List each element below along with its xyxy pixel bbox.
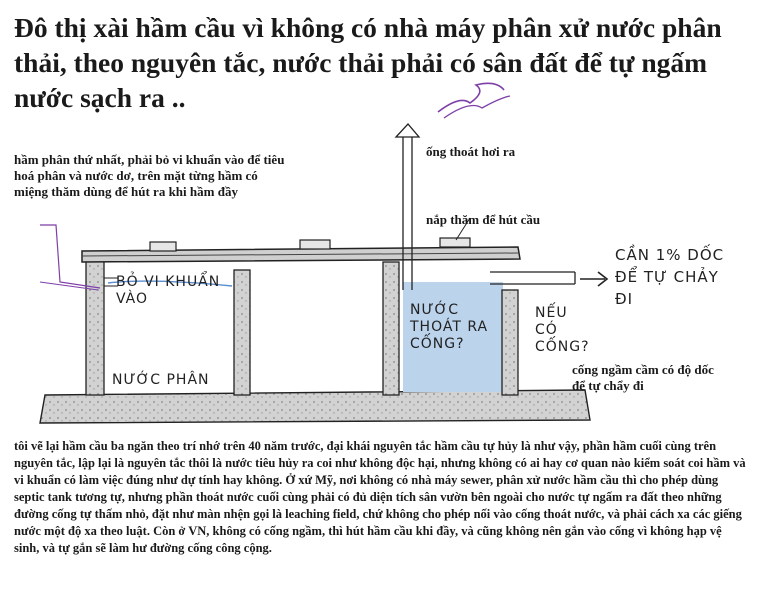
partition-wall-2 [383,262,399,395]
page-title: Đô thị xài hầm cầu vì không có nhà máy phân xử nước phân thải, theo nguyên tắc, nước thải phải có sân đất để tự ngấm nước sạch ra .. [14,12,722,113]
inspection-lid-2 [300,240,330,249]
hand-outflow-water: NƯỚC THOÁT RA CỐNG? [410,302,489,352]
hand-fecal-water: NƯỚC PHÂN [112,372,210,388]
label-vent-pipe: ống thoát hơi ra [426,144,516,159]
partition-wall-1 [234,270,250,395]
outer-wall-right [502,290,518,395]
outer-wall-left [86,258,104,395]
slope-arrow [580,272,607,286]
hand-bacteria: BỎ VI KHUẨN VÀO [116,274,221,307]
hand-if-sewer: NẾU CÓ CỐNG? [535,305,590,355]
label-sewer-slope: cống ngầm cầm có độ dốc để tự chẩy đi [572,362,714,393]
hand-slope-needed: CẦN 1% DỐC ĐỂ TỰ CHẢY ĐI [615,246,725,308]
body-paragraph: tôi vẽ lại hầm cầu ba ngăn theo trí nhớ trên 40 năm trước, đại khái nguyên tắc hầm cầu tự hủy là như vậy, phần hầm cuối cùng trên nguyên tắc, lập lại là nguyên tắc thôi là nước tiêu hủy ra coi như không độc hại, nhưng không có ai hay cơ quan nào kiểm soát coi hầm và vi khuẩn có làm việc đúng như dự tính hay không. Ở xứ Mỹ, nơi không có nhà máy sewer, phân xử nước hầm cầu thì cho phép dùng septic tank tương tự, nhưng phần thoát nước cuối cùng phải có đủ diện tích sân vườn bên ngoài cho nước tự ngấm ra đất theo những đường cống tự thấm nhỏ, đặt như màn nhện gọi là leaching field, chứ không cho phép nối vào cống thoát nước, và phải cách xa các giếng nước một độ xa theo luật. Còn ở VN, không có cống ngầm, thì hút hầm cầu khi đầy, và cũng không nên gắn vào cống vì không hạp vệ sinh, và tự gắn sẽ làm hư đường cống công cộng. [14,439,746,555]
inspection-lid-1 [150,242,176,251]
vent-smoke [438,83,504,112]
inspection-lid-3 [440,238,470,247]
label-inspection-lid: nắp thăm để hút cầu [426,212,541,227]
label-first-chamber: hầm phân thứ nhất, phải bỏ vi khuẩn vào để tiêu hoá phân và nước dơ, trên mặt từng hầm có miệng thăm dùng để hút ra khi hầm đầy [14,152,285,199]
